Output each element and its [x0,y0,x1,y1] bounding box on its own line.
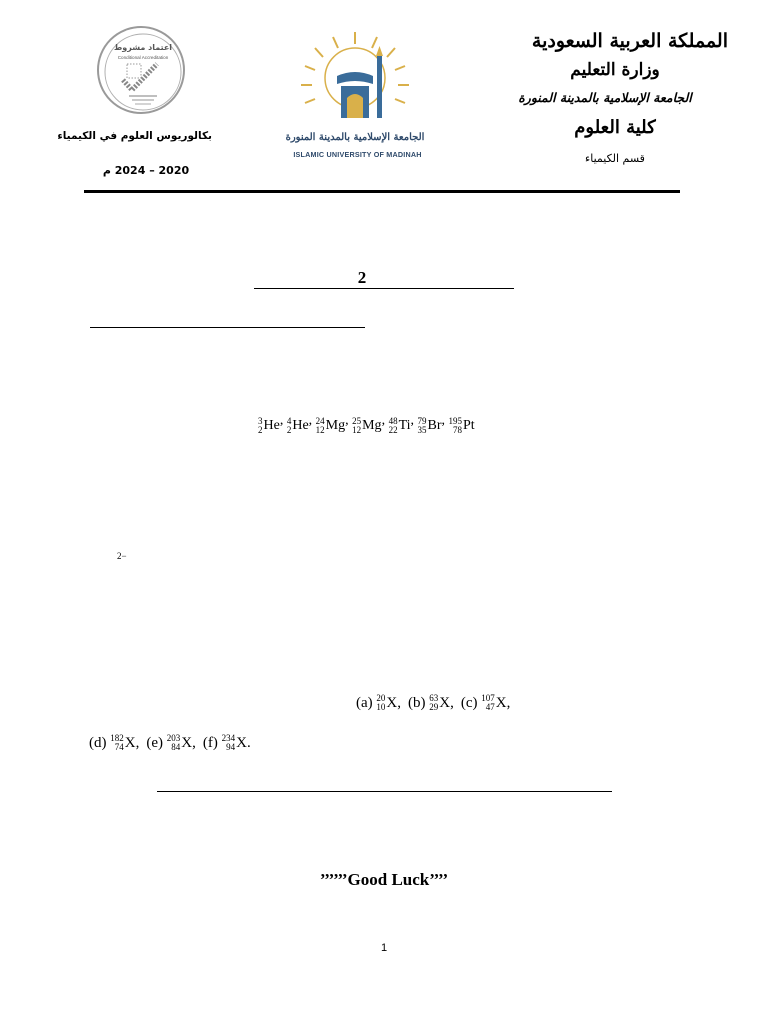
element-symbol: X [181,734,193,751]
svg-text:اعتماد مشروط: اعتماد مشروط [113,43,173,52]
element-symbol: X [495,694,507,711]
atomic-number: 10 [376,702,386,712]
mass-number: 3 [258,416,263,426]
svg-text:Conditional Accreditation: Conditional Accreditation [117,55,169,60]
element-symbol: He [292,418,309,433]
atomic-number: 74 [114,742,124,752]
isotope-5-nuclide [389,417,411,435]
good-luck-message: ’’’’’’Good Luck’’’’ [319,870,449,889]
element-symbol: Mg [362,418,382,433]
kingdom-name: المملكة العربية السعودية [531,30,728,52]
element-symbol: X [124,734,136,751]
mass-number: 195 [448,416,463,426]
question-item: (f) 234 94 X . [202,733,251,752]
element-symbol: Br [427,418,442,433]
isotope-1-nuclide [258,417,280,435]
question-item-label: (e) [146,734,167,751]
isotope-2-nuclide [287,417,309,435]
title-underline [254,288,514,289]
mass-number: 79 [417,416,427,426]
page-number: 1 [380,942,388,954]
question-item-label: (c) [460,694,482,711]
mass-number: 182 [110,733,124,743]
college-name: كلية العلوم [574,117,656,138]
mass-number: 4 [286,416,292,426]
sheet-number: 2 [357,268,367,287]
element-symbol: X [236,734,247,751]
mass-number: 20 [376,693,386,703]
question-item-label: (f) [202,734,222,751]
atomic-number: 94 [226,742,236,752]
atomic-number: 35 [417,425,427,435]
department-name: قسم الكيمياء [585,152,645,165]
element-symbol: Pt [463,418,475,433]
element-symbol: X [439,694,451,711]
question-nuclide [110,734,135,752]
nuclide-question-line-1 [356,694,510,712]
mass-number: 63 [429,693,439,703]
isotope-3-nuclide [316,417,345,435]
program-name: بكالوريوس العلوم في الكيمياء [57,130,212,142]
element-symbol: Ti [398,418,411,433]
atomic-number: 2 [258,425,263,435]
program-years: 2020 – 2024 م [102,164,190,177]
question-item-label: (a) [356,694,377,711]
question-item: (c) 107 47 X , [460,693,511,712]
question-item: (e) 203 84 X , [146,733,196,752]
mass-number: 24 [315,416,325,426]
svg-text:الجامعة الإسلامية بالمدينة الم: الجامعة الإسلامية بالمدينة المنورة [285,132,425,143]
atomic-number: 12 [315,425,325,435]
ministry-name: وزارة التعليم [570,60,660,80]
atomic-number: 84 [171,742,181,752]
atomic-number: 12 [352,425,362,435]
question-nuclide [481,694,506,712]
element-symbol: X [386,694,398,711]
mass-number: 234 [221,733,236,743]
isotope-7-nuclide [449,417,475,435]
closing-divider [157,791,612,792]
isotope-4-nuclide [352,417,381,435]
isotope-list: 3 2 He , 4 2 He , 24 12 Mg , 25 12 Mg , 48 22 Ti , 79 35 Br , 195 78 Pt [258,413,475,435]
section-underline [90,327,365,328]
university-name: الجامعة الإسلامية بالمدينة المنورة [518,90,692,105]
element-symbol: Mg [325,418,346,433]
mass-number: 203 [166,733,181,743]
nuclide-question-line-2 [89,734,251,752]
question-item-label: (b) [408,694,430,711]
question-item: (d) 182 74 X , [89,733,140,752]
mass-number: 25 [352,416,362,426]
atomic-number: 29 [429,702,439,712]
question-nuclide [222,734,247,752]
atomic-number: 22 [388,425,398,435]
mass-number: 107 [481,693,495,703]
question-item: (b) 63 29 X , [408,693,454,712]
university-logo-icon [285,28,425,162]
header-divider [84,190,680,193]
question-item-label: (d) [89,734,111,751]
atomic-number: 47 [485,702,495,712]
isotope-6-nuclide [418,417,442,435]
ion-charge-label: 2− [117,551,127,561]
university-name-english: ISLAMIC UNIVERSITY OF MADINAH [293,150,422,159]
element-symbol: He [263,418,280,433]
mass-number: 48 [388,416,398,426]
atomic-number: 2 [286,425,292,435]
atomic-number: 78 [453,425,463,435]
question-nuclide [429,694,450,712]
accreditation-seal-icon [97,26,185,114]
question-item: (a) 20 10 X , [356,693,401,712]
question-nuclide [167,734,192,752]
question-nuclide [376,694,397,712]
